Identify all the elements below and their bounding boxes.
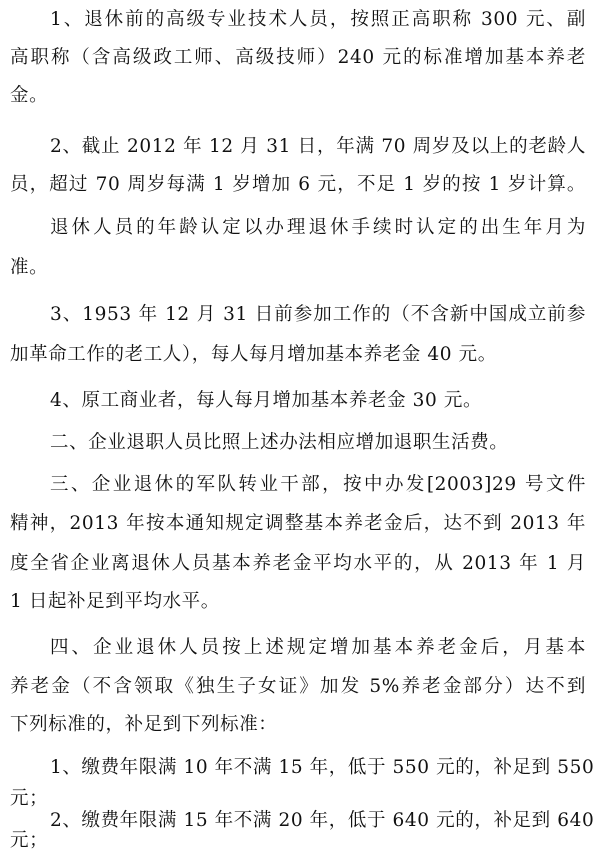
text-line-6: 退休人员的年龄认定以办理退休手续时认定的出生年月为 (50, 217, 586, 238)
text-line-13: 精神，2013 年按本通知规定调整基本养老金后，达不到 2013 年 (10, 513, 586, 534)
text-line-20: 元； (10, 788, 49, 809)
text-line-19: 1、缴费年限满 10 年不满 15 年，低于 550 元的，补足到 550 (50, 757, 594, 778)
text-line-12: 三、企业退休的军队转业干部，按中办发[2003]29 号文件 (50, 474, 586, 495)
text-line-14: 度全省企业离退休人员基本养老金平均水平的，从 2013 年 1 月 (10, 553, 586, 574)
text-line-2: 高职称（含高级政工师、高级技师）240 元的标准增加基本养老 (10, 47, 586, 68)
text-line-21: 2、缴费年限满 15 年不满 20 年，低于 640 元的，补足到 640 (50, 810, 594, 831)
text-line-22: 元； (10, 830, 49, 851)
text-line-1: 1、退休前的高级专业技术人员，按照正高职称 300 元、副 (50, 9, 586, 30)
text-line-11: 二、企业退职人员比照上述办法相应增加退职生活费。 (50, 432, 509, 453)
text-line-16: 四、企业退休人员按上述规定增加基本养老金后，月基本 (50, 637, 586, 658)
text-line-9: 加革命工作的老工人），每人每月增加基本养老金 40 元。 (10, 344, 497, 365)
text-line-15: 1 日起补足到平均水平。 (10, 591, 220, 612)
text-line-18: 下列标准的，补足到下列标准： (10, 714, 278, 735)
text-line-8: 3、1953 年 12 月 31 日前参加工作的（不含新中国成立前参 (50, 304, 586, 325)
text-line-3: 金。 (10, 85, 49, 106)
text-line-17: 养老金（不含领取《独生子女证》加发 5%养老金部分）达不到 (10, 676, 586, 697)
text-line-4: 2、截止 2012 年 12 月 31 日，年满 70 周岁及以上的老龄人 (50, 136, 586, 157)
text-line-10: 4、原工商业者，每人每月增加基本养老金 30 元。 (50, 390, 483, 411)
text-line-5: 员，超过 70 周岁每满 1 岁增加 6 元，不足 1 岁的按 1 岁计算。 (10, 174, 586, 195)
text-line-7: 准。 (10, 257, 49, 278)
